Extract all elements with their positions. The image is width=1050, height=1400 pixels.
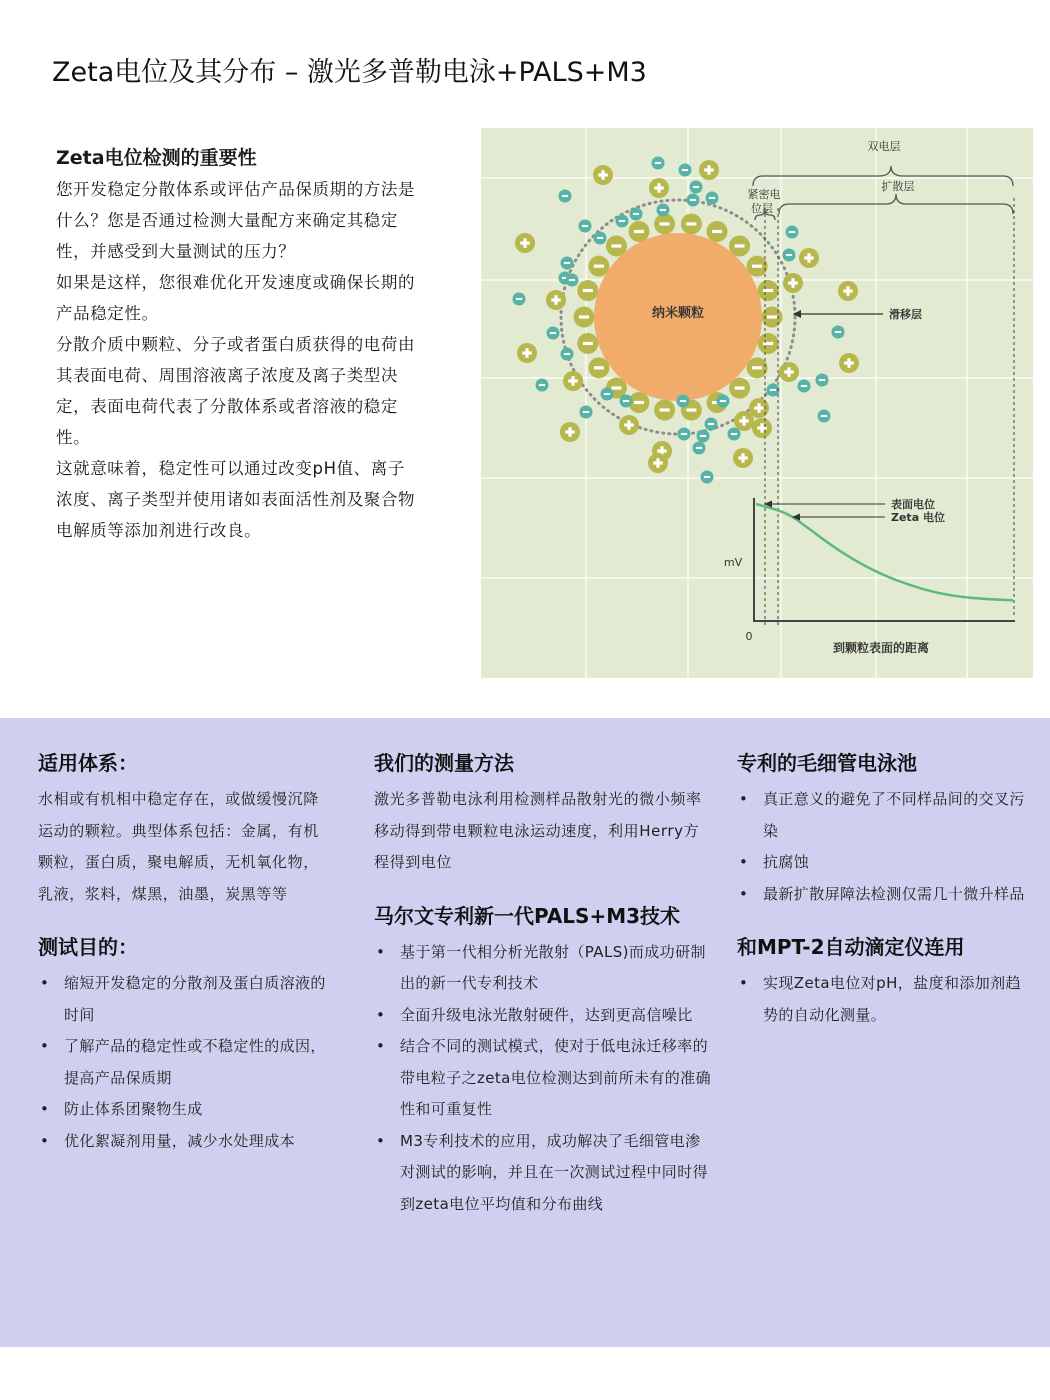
- negative-ion: [687, 194, 700, 207]
- adsorbed-negative-ion: [758, 333, 779, 354]
- list-item: • 真正意义的避免了不同样品间的交叉污染: [737, 784, 1035, 847]
- negative-ion: [690, 181, 703, 194]
- adsorbed-negative-ion: [758, 280, 779, 301]
- positive-ion: [563, 371, 583, 391]
- list-item: • 了解产品的稳定性或不稳定性的成因，提高产品保质期: [38, 1031, 330, 1094]
- pals-m3-list: [374, 937, 714, 1221]
- page-title: Zeta电位及其分布 – 激光多普勒电泳+PALS+M3: [52, 57, 647, 88]
- features-panel: [0, 718, 1050, 1347]
- titrator-heading: 和MPT-2自动滴定仪连用: [737, 935, 965, 959]
- electric-double-layer-diagram: [481, 128, 1033, 678]
- intro-paragraph: 分散介质中颗粒、分子或者蛋白质获得的电荷由其表面电荷、周围溶液离子浓度及离子类型决定，表面电荷代表了分散体系或者溶液的稳定性。: [56, 335, 416, 447]
- negative-ion: [561, 257, 574, 270]
- negative-ion: [818, 410, 831, 423]
- negative-ion: [677, 395, 690, 408]
- positive-ion: [546, 290, 566, 310]
- negative-ion: [717, 395, 730, 408]
- applications-heading: 适用体系：: [38, 751, 138, 775]
- negative-ion: [697, 430, 710, 443]
- positive-ion: [799, 248, 819, 268]
- surface-potential-label: 表面电位: [891, 498, 935, 511]
- positive-ion: [838, 281, 858, 301]
- intro-paragraph: 您开发稳定分散体系或评估产品保质期的方法是什么？您是否通过检测大量配方来确定其稳定性，并感受到大量测试的压力？: [56, 180, 416, 261]
- negative-ion: [786, 226, 799, 239]
- negative-ion: [701, 471, 714, 484]
- particle-label: 纳米颗粒: [651, 306, 705, 321]
- column-capillary-cell: [737, 748, 1035, 1031]
- method-heading: 我们的测量方法: [374, 751, 514, 775]
- slipping-plane-label: 滑移层: [889, 308, 922, 321]
- negative-ion: [728, 428, 741, 441]
- double-layer-label: 双电层: [867, 140, 901, 153]
- list-item: • 实现Zeta电位对pH，盐度和添加剂趋势的自动化测量。: [737, 968, 1035, 1031]
- intro-paragraph: 这就意味着，稳定性可以通过改变pH值、离子浓度、离子类型并使用诸如表面活性剂及聚合物电解质等添加剂进行改良。: [56, 459, 416, 540]
- list-item: • M3专利技术的应用，成功解决了毛细管电渗对测试的影响，并且在一次测试过程中同时得到zeta电位平均值和分布曲线: [374, 1126, 714, 1221]
- negative-ion: [579, 220, 592, 233]
- list-item: • 结合不同的测试模式，使对于低电泳迁移率的带电粒子之zeta电位检测达到前所未有的准确性和可重复性: [374, 1031, 714, 1126]
- titrator-list: [737, 968, 1035, 1031]
- positive-ion: [515, 233, 535, 253]
- adsorbed-negative-ion: [577, 280, 598, 301]
- stern-layer-label: 位层: [751, 202, 773, 215]
- positive-ion: [783, 273, 803, 293]
- stern-layer-label: 紧密电: [747, 188, 781, 201]
- negative-ion: [705, 418, 718, 431]
- intro-paragraph: 如果是这样，您很难优化开发速度或确保长期的产品稳定性。: [56, 273, 416, 323]
- negative-ion: [536, 379, 549, 392]
- origin-label: 0: [745, 630, 753, 643]
- negative-ion: [513, 293, 526, 306]
- negative-ion: [657, 204, 670, 217]
- diagram-canvas: [481, 128, 1033, 678]
- positive-ion: [560, 422, 580, 442]
- method-text: 激光多普勒电泳利用检测样品散射光的微小频率移动得到带电颗粒电泳运动速度，利用Herry方程得到电位: [374, 790, 702, 871]
- positive-ion: [733, 448, 753, 468]
- positive-ion: [699, 160, 719, 180]
- negative-ion: [679, 164, 692, 177]
- capillary-cell-list: [737, 784, 1035, 910]
- x-axis-label: 到颗粒表面的距离: [832, 641, 930, 655]
- negative-ion: [832, 326, 845, 339]
- positive-ion: [839, 353, 859, 373]
- negative-ion: [580, 406, 593, 419]
- negative-ion: [566, 274, 579, 287]
- negative-ion: [630, 208, 643, 221]
- purpose-heading: 测试目的：: [38, 935, 138, 959]
- negative-ion: [561, 348, 574, 361]
- positive-ion: [619, 415, 639, 435]
- adsorbed-negative-ion: [681, 213, 702, 234]
- negative-ion: [601, 388, 614, 401]
- positive-ion: [649, 178, 669, 198]
- positive-ion: [593, 165, 613, 185]
- negative-ion: [706, 192, 719, 205]
- adsorbed-negative-ion: [654, 400, 675, 421]
- zeta-potential-label: Zeta 电位: [891, 511, 945, 524]
- positive-ion: [734, 411, 754, 431]
- intro-section: [56, 143, 416, 546]
- negative-ion: [678, 428, 691, 441]
- negative-ion: [693, 442, 706, 455]
- negative-ion: [783, 249, 796, 262]
- capillary-cell-heading: 专利的毛细管电泳池: [737, 751, 917, 775]
- list-item: • 全面升级电泳光散射硬件，达到更高信噪比: [374, 1000, 714, 1032]
- adsorbed-negative-ion: [574, 307, 595, 328]
- intro-heading: Zeta电位检测的重要性: [56, 147, 257, 169]
- negative-ion: [547, 327, 560, 340]
- purpose-list: [38, 968, 330, 1157]
- negative-ion: [816, 374, 829, 387]
- list-item: • 抗腐蚀: [737, 847, 1035, 879]
- positive-ion: [517, 343, 537, 363]
- diffuse-layer-label: 扩散层: [881, 180, 915, 193]
- applications-text: 水相或有机相中稳定存在，或做缓慢沉降运动的颗粒。典型体系包括：金属，有机颗粒，蛋白质，聚电解质，无机氧化物，乳液，浆料，煤黑，油墨，炭黑等等: [38, 790, 319, 903]
- positive-ion: [648, 453, 668, 473]
- column-applications: [38, 748, 330, 1157]
- negative-ion: [616, 215, 629, 228]
- positive-ion: [779, 362, 799, 382]
- adsorbed-negative-ion: [707, 221, 728, 242]
- negative-ion: [620, 395, 633, 408]
- adsorbed-negative-ion: [654, 213, 675, 234]
- negative-ion: [798, 380, 811, 393]
- negative-ion: [594, 232, 607, 245]
- positive-ion: [752, 418, 772, 438]
- list-item: • 缩短开发稳定的分散剂及蛋白质溶液的时间: [38, 968, 330, 1031]
- list-item: • 最新扩散屏障法检测仅需几十微升样品: [737, 879, 1035, 911]
- list-item: • 基于第一代相分析光散射（PALS)而成功研制出的新一代专利技术: [374, 937, 714, 1000]
- adsorbed-negative-ion: [628, 221, 649, 242]
- list-item: • 优化絮凝剂用量，减少水处理成本: [38, 1126, 330, 1158]
- column-method: [374, 748, 714, 1220]
- y-axis-label: mV: [723, 556, 743, 569]
- list-item: • 防止体系团聚物生成: [38, 1094, 330, 1126]
- pals-m3-heading: 马尔文专利新一代PALS+M3技术: [374, 903, 681, 928]
- negative-ion: [559, 190, 572, 203]
- adsorbed-negative-ion: [577, 333, 598, 354]
- negative-ion: [652, 157, 665, 170]
